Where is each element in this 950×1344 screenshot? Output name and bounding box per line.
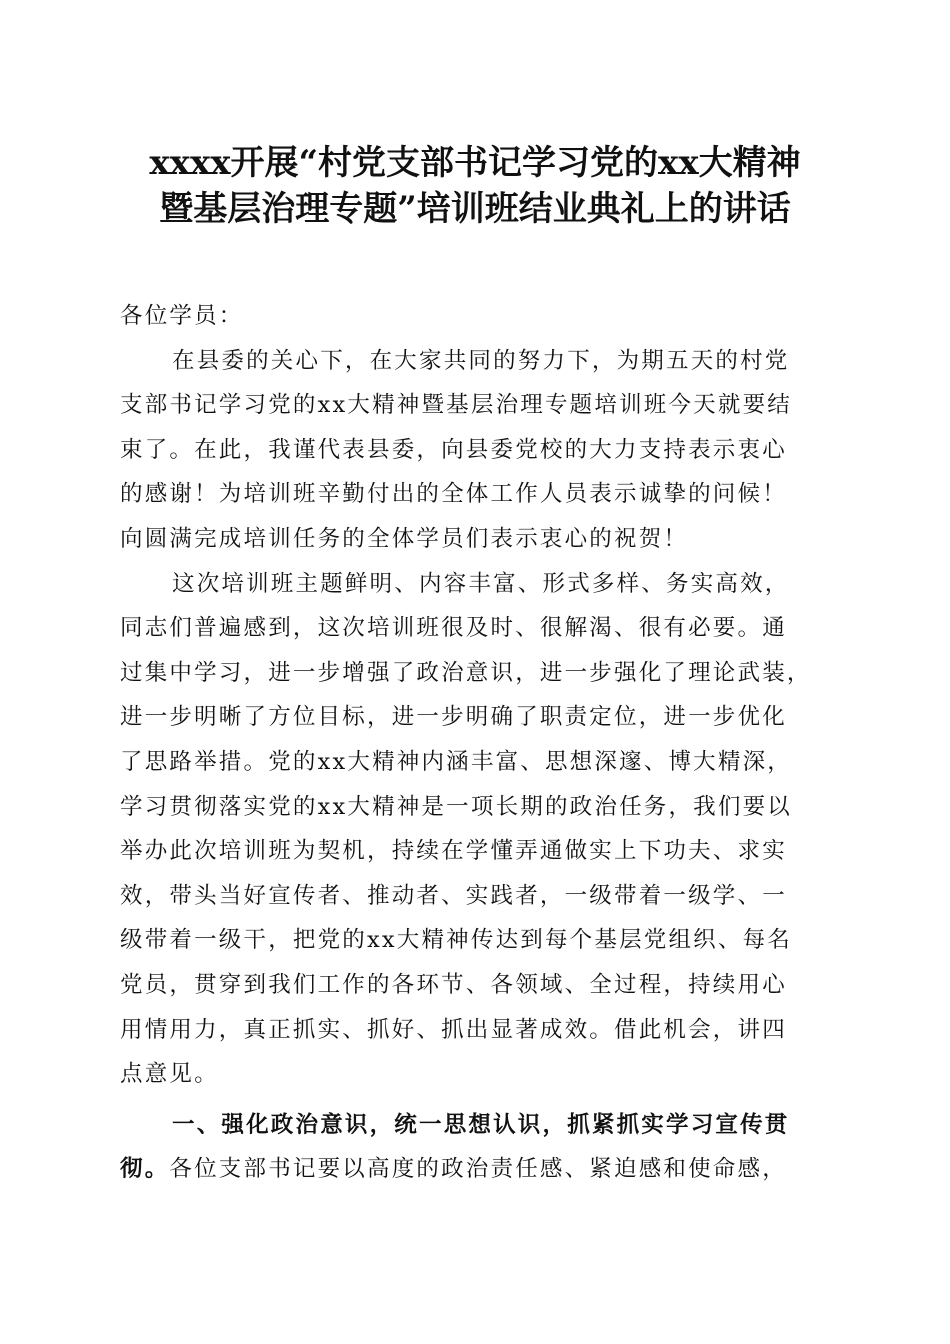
paragraph-1-line: 的感谢！为培训班辛勤付出的全体工作人员表示诚挚的问候！ (120, 481, 787, 508)
paragraph-1-line: 支部书记学习党的xx大精神暨基层治理专题培训班今天就要结 (120, 392, 792, 419)
paragraph-2-line: 用情用力，真正抓实、抓好、抓出显著成效。借此机会，讲四 (120, 1016, 787, 1043)
paragraph-2-line: 过集中学习，进一步增强了政治意识，进一步强化了理论武装， (120, 659, 812, 686)
paragraph-3 (120, 1103, 830, 1192)
section-heading-1: 一、强化政治意识，统一思想认识，抓紧抓实学习宣传贯 (172, 1111, 790, 1138)
section-heading-1-end: 彻。 (120, 1156, 170, 1183)
paragraph-2-line: 点意见。 (120, 1061, 219, 1088)
document-body (120, 294, 830, 1192)
title-line-1: xxxx开展“村党支部书记学习党的xx大精神 (149, 143, 801, 183)
document-page (120, 140, 830, 1192)
paragraph-2-line: 党员，贯穿到我们工作的各环节、各领域、全过程，持续用心 (120, 971, 787, 998)
paragraph-2-line: 举办此次培训班为契机，持续在学懂弄通做实上下功夫、求实 (120, 838, 787, 865)
title-line-2: 暨基层治理专题”培训班结业典礼上的讲话 (159, 189, 791, 229)
paragraph-2-line: 学习贯彻落实党的xx大精神是一项长期的政治任务，我们要以 (120, 793, 792, 820)
paragraph-2-line: 进一步明晰了方位目标，进一步明确了职责定位，进一步优化 (120, 704, 787, 731)
paragraph-2 (120, 562, 830, 1097)
paragraph-1-line: 向圆满完成培训任务的全体学员们表示衷心的祝贺！ (120, 525, 689, 552)
paragraph-1 (120, 339, 830, 562)
paragraph-2-line: 级带着一级干，把党的xx大精神传达到每个基层党组织、每名 (120, 927, 792, 954)
document-title (120, 140, 830, 232)
paragraph-2-line: 这次培训班主题鲜明、内容丰富、形式多样、务实高效， (172, 570, 790, 597)
paragraph-1-line: 在县委的关心下，在大家共同的努力下，为期五天的村党 (172, 347, 790, 374)
paragraph-1-line: 束了。在此，我谨代表县委，向县委党校的大力支持表示衷心 (120, 436, 787, 463)
salutation: 各位学员： (120, 303, 244, 329)
paragraph-2-line: 效，带头当好宣传者、推动者、实践者，一级带着一级学、一 (120, 882, 787, 909)
paragraph-3-line (120, 1147, 830, 1192)
paragraph-2-line: 同志们普遍感到，这次培训班很及时、很解渴、很有必要。通 (120, 615, 787, 642)
paragraph-2-line: 了思路举措。党的xx大精神内涵丰富、思想深邃、博大精深， (120, 748, 792, 775)
paragraph-3-text: 各位支部书记要以高度的政治责任感、紧迫感和使命感， (169, 1156, 787, 1183)
